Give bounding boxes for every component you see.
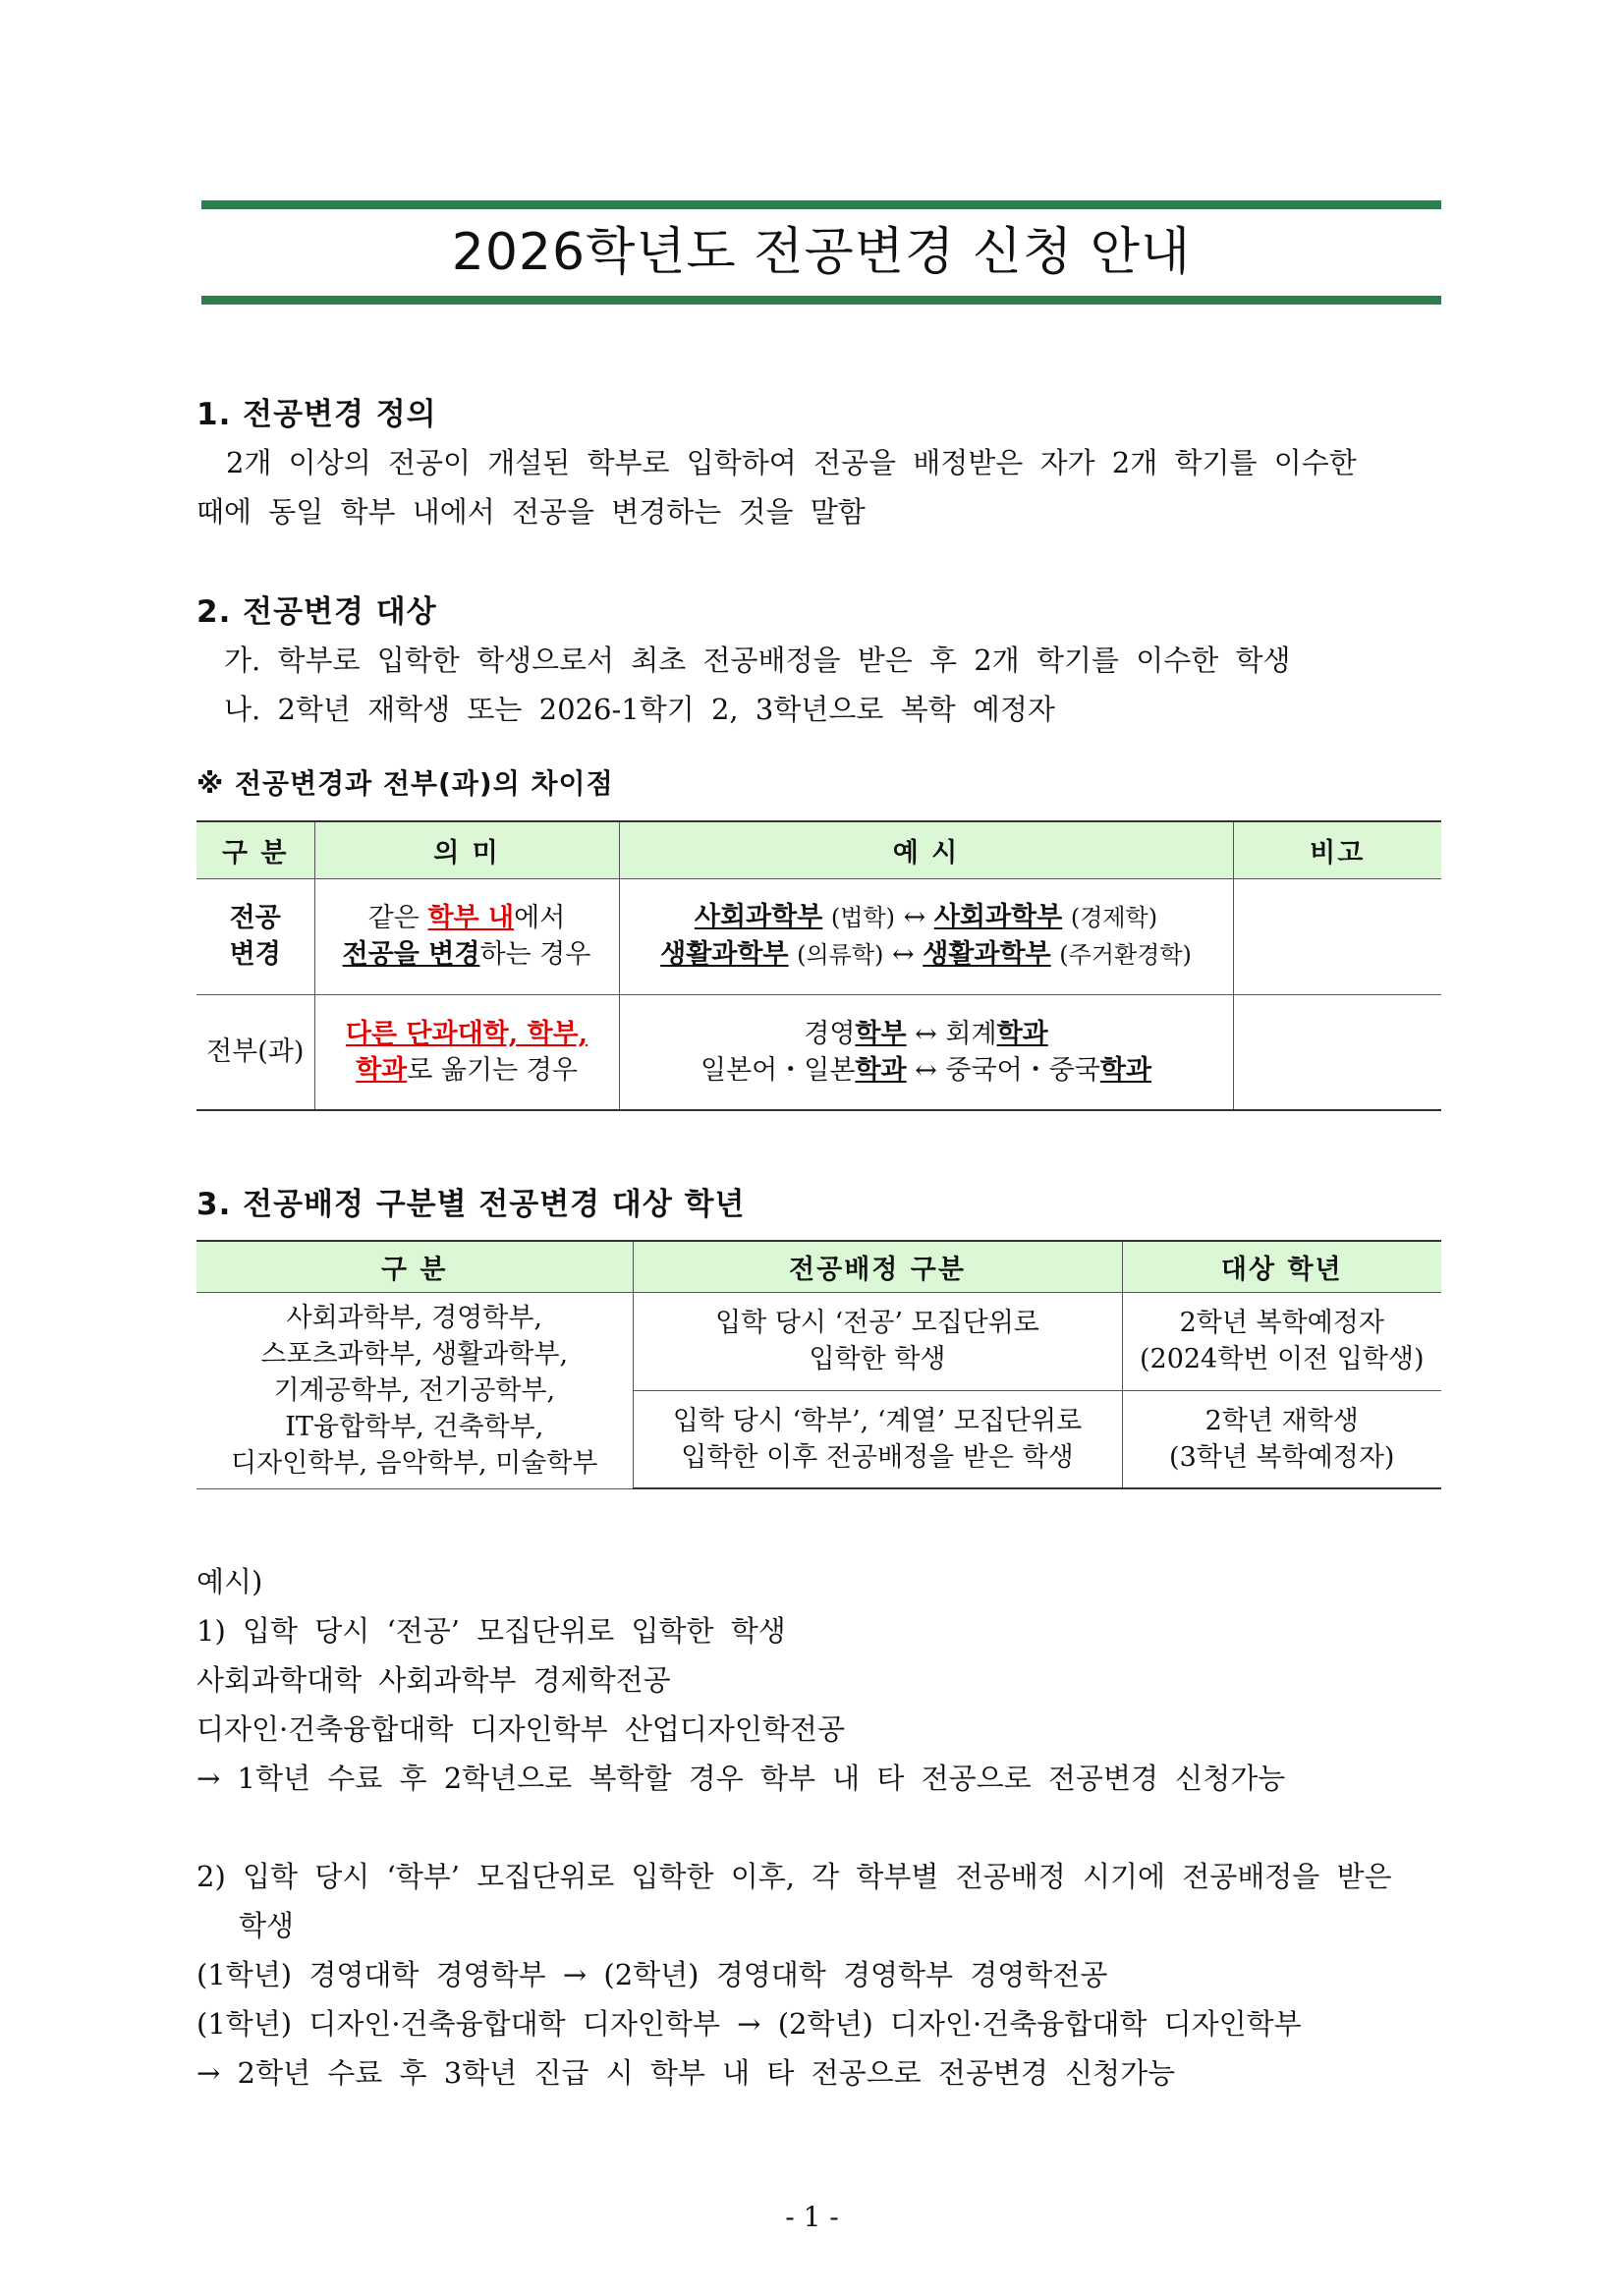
assignment-line: 입학한 이후 전공배정을 받은 학생 bbox=[681, 1441, 1074, 1473]
section3-heading: 3. 전공배정 구분별 전공변경 대상 학년 bbox=[196, 1187, 746, 1222]
example-school: 사회과학부 bbox=[694, 902, 823, 932]
table1-row1-remark bbox=[1233, 878, 1441, 994]
table1-row1-meaning bbox=[314, 878, 619, 994]
meaning-text: 로 옮기는 경우 bbox=[407, 1054, 578, 1086]
example2-line1: (1학년) 경영대학 경영학부 → (2학년) 경영대학 경영학부 경영학전공 bbox=[196, 1958, 1108, 1991]
table2-header-assignment: 전공배정 구분 bbox=[633, 1241, 1122, 1292]
example-major: (경제학) bbox=[1070, 904, 1158, 931]
example-emphasis: 학과 bbox=[855, 1054, 907, 1086]
example2-line2: (1학년) 디자인·건축융합대학 디자인학부 → (2학년) 디자인·건축융합대학 디자인학부 bbox=[196, 2007, 1302, 2041]
table2-divisions bbox=[196, 1292, 633, 1488]
meaning-text: 하는 경우 bbox=[479, 939, 591, 970]
table2-row2-target bbox=[1122, 1390, 1441, 1488]
swap-arrow-icon: ↔ bbox=[892, 939, 915, 970]
difference-note: ※ 전공변경과 전부(과)의 차이점 bbox=[196, 767, 614, 800]
example-school: 생활과학부 bbox=[660, 939, 789, 970]
title-top-rule bbox=[201, 200, 1441, 209]
example-major: (법학) bbox=[830, 904, 895, 931]
division-line: 스포츠과학부, 생활과학부, bbox=[260, 1338, 569, 1370]
table1-row2-meaning bbox=[314, 994, 619, 1110]
table1-header-meaning: 의 미 bbox=[314, 821, 619, 878]
example-major: (주거환경학) bbox=[1059, 941, 1192, 969]
table1-row2-remark bbox=[1233, 994, 1441, 1110]
example2-title: 2) 입학 당시 ‘학부’ 모집단위로 입학한 이후, 각 학부별 전공배정 시기에 전공배정을 받은 bbox=[196, 1860, 1392, 1893]
target-line: (2024학번 이전 입학생) bbox=[1139, 1344, 1425, 1374]
example-major: (의류학) bbox=[797, 941, 884, 969]
table1-row1-label-a: 전공 bbox=[229, 903, 281, 933]
table1-row1-label-b: 변경 bbox=[229, 939, 281, 970]
section1-heading: 1. 전공변경 정의 bbox=[196, 397, 437, 432]
difference-table bbox=[196, 820, 1441, 1111]
example-emphasis: 학부 bbox=[855, 1018, 907, 1049]
section1-line2: 때에 동일 학부 내에서 전공을 변경하는 것을 말함 bbox=[196, 495, 866, 529]
meaning-text: 같은 bbox=[367, 903, 428, 933]
page-title: 2026학년도 전공변경 신청 안내 bbox=[451, 223, 1192, 282]
swap-arrow-icon: ↔ bbox=[915, 1054, 937, 1086]
example1-result: → 1학년 수료 후 2학년으로 복학할 경우 학부 내 타 전공으로 전공변경 신청가능 bbox=[196, 1762, 1286, 1795]
example-emphasis: 학과 bbox=[1099, 1054, 1151, 1086]
table1-header-remark: 비고 bbox=[1233, 821, 1441, 878]
example-school: 사회과학부 bbox=[933, 902, 1063, 932]
swap-arrow-icon: ↔ bbox=[903, 902, 926, 932]
target-line: 2학년 재학생 bbox=[1204, 1405, 1359, 1436]
meaning-highlight: 학과 bbox=[356, 1054, 408, 1086]
division-line: 기계공학부, 전기공학부, bbox=[273, 1374, 556, 1406]
examples-label: 예시) bbox=[196, 1565, 263, 1598]
swap-arrow-icon: ↔ bbox=[915, 1018, 937, 1049]
example-text: 회계 bbox=[945, 1018, 997, 1049]
meaning-text: 에서 bbox=[514, 903, 566, 933]
example-emphasis: 학과 bbox=[996, 1018, 1048, 1049]
table1-header-category: 구 분 bbox=[196, 821, 314, 878]
assignment-line: 입학 당시 ‘학부’, ‘계열’ 모집단위로 bbox=[672, 1405, 1083, 1436]
section1-line1: 2개 이상의 전공이 개설된 학부로 입학하여 전공을 배정받은 자가 2개 학기를 이수한 bbox=[226, 446, 1357, 479]
table2-row2-assignment bbox=[633, 1390, 1122, 1488]
table1-row1-label bbox=[196, 878, 314, 994]
title-block bbox=[201, 200, 1441, 305]
table1-row1-example bbox=[619, 878, 1233, 994]
division-line: 디자인학부, 음악학부, 미술학부 bbox=[231, 1447, 598, 1479]
section2-heading: 2. 전공변경 대상 bbox=[196, 594, 437, 630]
page-number: - 1 - bbox=[785, 2201, 839, 2233]
example2-title-cont: 학생 bbox=[239, 1909, 295, 1942]
table1-header-example: 예 시 bbox=[619, 821, 1233, 878]
table2-row1-assignment bbox=[633, 1292, 1122, 1390]
division-line: IT융합학부, 건축학부, bbox=[285, 1411, 544, 1442]
example1-line2: 디자인·건축융합대학 디자인학부 산업디자인학전공 bbox=[196, 1712, 845, 1746]
section2-item-b: 나. 2학년 재학생 또는 2026-1학기 2, 3학년으로 복학 예정자 bbox=[224, 693, 1055, 726]
target-line: (3학년 복학예정자) bbox=[1169, 1441, 1395, 1473]
assignment-line: 입학 당시 ‘전공’ 모집단위로 bbox=[715, 1308, 1039, 1338]
assignment-line: 입학한 학생 bbox=[809, 1344, 946, 1374]
table2-header-target: 대상 학년 bbox=[1122, 1241, 1441, 1292]
table2-row1-target bbox=[1122, 1292, 1441, 1390]
example-school: 생활과학부 bbox=[923, 939, 1051, 970]
example-text: 일본어・일본 bbox=[700, 1054, 856, 1086]
example1-title: 1) 입학 당시 ‘전공’ 모집단위로 입학한 학생 bbox=[196, 1614, 786, 1648]
meaning-emphasis: 전공을 변경 bbox=[342, 939, 480, 970]
table1-row2-example bbox=[619, 994, 1233, 1110]
section2-item-a: 가. 학부로 입학한 학생으로서 최초 전공배정을 받은 후 2개 학기를 이수한 학생 bbox=[224, 644, 1291, 677]
table1-row2-label: 전부(과) bbox=[196, 994, 314, 1110]
example1-line1: 사회과학대학 사회과학부 경제학전공 bbox=[196, 1663, 671, 1697]
example2-result: → 2학년 수료 후 3학년 진급 시 학부 내 타 전공으로 전공변경 신청가능 bbox=[196, 2056, 1176, 2090]
table2-header-category: 구 분 bbox=[196, 1241, 633, 1292]
meaning-highlight: 학부 내 bbox=[427, 903, 515, 933]
title-bottom-rule bbox=[201, 296, 1441, 305]
meaning-highlight: 다른 단과대학, 학부, bbox=[345, 1018, 588, 1049]
division-line: 사회과학부, 경영학부, bbox=[286, 1302, 542, 1333]
example-text: 중국어・중국 bbox=[945, 1054, 1100, 1086]
example-text: 경영 bbox=[804, 1018, 856, 1049]
target-line: 2학년 복학예정자 bbox=[1179, 1308, 1384, 1338]
assignment-table bbox=[196, 1240, 1441, 1489]
